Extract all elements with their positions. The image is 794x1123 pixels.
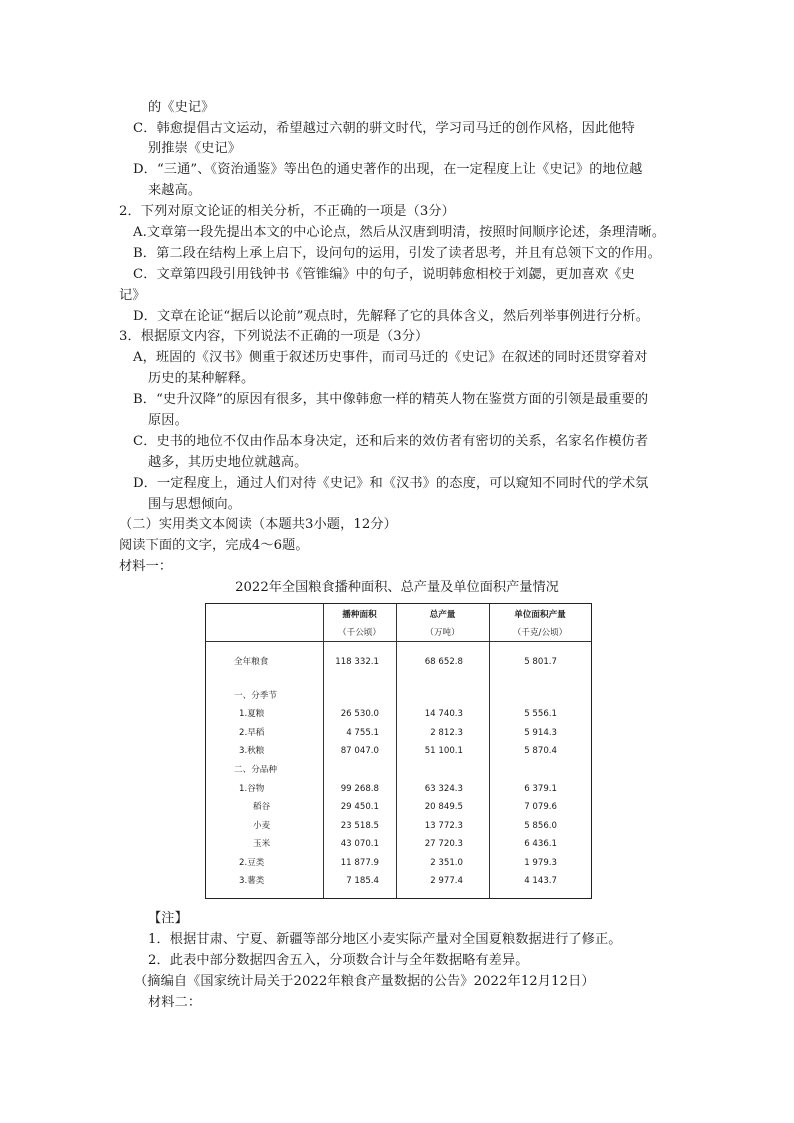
table-cell: 68 652.8: [424, 657, 463, 667]
text-line: C．文章第四段引用钱钟书《管锥编》中的句子，说明韩愈相校于刘勰，更加喜欢《史: [133, 267, 635, 282]
row-label: 1.谷物: [239, 784, 265, 794]
text-line: 别推崇《史记》: [148, 141, 242, 156]
table-cell: 29 450.1: [340, 802, 379, 812]
row-label: 3.薯类: [239, 876, 265, 886]
text-line: 的《史记》: [148, 100, 215, 115]
table-cell: 2 351.0: [430, 858, 463, 868]
table-cell: 11 877.9: [340, 858, 379, 868]
text-line: D．一定程度上，通过人们对待《史记》和《汉书》的态度，可以窥知不同时代的学术氛: [133, 476, 649, 491]
table-cell: 4 755.1: [346, 728, 379, 738]
text-line: B．“史升汉降”的原因有很多，其中像韩愈一样的精英人物在鉴赏方面的引领是最重要的: [133, 392, 649, 407]
row-label: 二、分品种: [234, 765, 277, 775]
table-cell: 87 047.0: [340, 746, 379, 756]
text-line: 原因。: [148, 413, 188, 428]
table-cell: 7 079.6: [524, 802, 557, 812]
table-cell: 27 720.3: [424, 839, 463, 849]
table-cell: 5 801.7: [524, 657, 557, 667]
text-line: 材料一：: [119, 559, 173, 574]
text-line: D．“三通”、《资治通鉴》等出色的通史著作的出现，在一定程度上让《史记》的地位越: [133, 162, 643, 177]
row-label: 稻谷: [253, 802, 271, 812]
text-line: 越多，其历史地位就越高。: [148, 455, 308, 470]
table-title: 2022年全国粮食播种面积、总产量及单位面积产量情况: [235, 580, 559, 595]
table-cell: 13 772.3: [424, 821, 463, 831]
text-line: 记》: [119, 288, 146, 303]
row-label: 3.秋粮: [239, 746, 265, 756]
text-line: 材料二：: [148, 995, 202, 1010]
table-cell: 5 914.3: [524, 728, 557, 738]
text-line: （二）实用类文本阅读（本题共3小题，12分）: [119, 517, 397, 532]
table-cell: 43 070.1: [340, 839, 379, 849]
row-label: 玉米: [253, 839, 271, 849]
table-cell: 5 870.4: [524, 746, 557, 756]
text-line: 历史的某种解释。: [148, 371, 255, 386]
table-cell: 20 849.5: [424, 802, 463, 812]
row-label: 一、分季节: [234, 691, 277, 701]
text-line: B．第二段在结构上承上启下，设问句的运用，引发了读者思考，并且有总领下文的作用。: [133, 246, 661, 261]
text-line: 1．根据甘肃、宁夏、新疆等部分地区小麦实际产量对全国夏粮数据进行了修正。: [148, 932, 622, 947]
table-cell: 51 100.1: [424, 746, 463, 756]
text-line: 阅读下面的文字，完成4～6题。: [119, 538, 309, 553]
table-cell: 1 979.3: [524, 858, 557, 868]
text-line: C．韩愈提倡古文运动，希望越过六朝的骈文时代，学习司马迁的创作风格，因此他特: [133, 121, 635, 136]
table-cell: 63 324.3: [424, 784, 463, 794]
row-label: 1.夏粮: [239, 709, 265, 719]
row-label: 小麦: [253, 821, 271, 831]
table-cell: 118 332.1: [335, 657, 379, 667]
text-line: 2．此表中部分数据四舍五入，分项数合计与全年数据略有差异。: [148, 953, 529, 968]
text-line: A，班固的《汉书》侧重于叙述历史事件，而司马迁的《史记》在叙述的同时还贯穿着对: [133, 350, 648, 365]
row-label: 全年粮食: [234, 657, 269, 667]
table-cell: 14 740.3: [424, 709, 463, 719]
text-line: 2．下列对原文论证的相关分析，不正确的一项是（3分）: [119, 204, 455, 219]
table-cell: 6 379.1: [524, 784, 557, 794]
table-cell: 7 185.4: [346, 876, 379, 886]
text-line: C．史书的地位不仅由作品本身决定，还和后来的效仿者有密切的关系，名家名作模仿者: [133, 434, 649, 449]
header-unit-yield: 单位面积产量 （千克/公顷）: [512, 610, 568, 638]
row-label: 2.早稻: [239, 728, 265, 738]
table-cell: 5 556.1: [524, 709, 557, 719]
text-line: 围与思想倾向。: [148, 497, 242, 512]
grain-table: [205, 603, 592, 899]
header-sown-area: 播种面积 （千公顷）: [338, 610, 381, 638]
text-line: A.文章第一段先提出本文的中心论点，然后从汉唐到明清，按照时间顺序论述，条理清晰。: [133, 225, 666, 240]
table-cell: 99 268.8: [340, 784, 379, 794]
text-line: D．文章在论证“据后以论前”观点时，先解释了它的具体含义，然后列举事例进行分析。: [133, 309, 649, 324]
header-total-output: 总产量 （万吨）: [425, 610, 460, 638]
header-divider: [206, 641, 591, 642]
table-cell: 23 518.5: [340, 821, 379, 831]
text-line: 3．根据原文内容，下列说法不正确的一项是（3分）: [119, 329, 429, 344]
table-cell: 6 436.1: [524, 839, 557, 849]
text-line: 来越高。: [148, 183, 202, 198]
table-cell: 2 812.3: [430, 728, 463, 738]
table-cell: 4 143.7: [524, 876, 557, 886]
text-line: （摘编自《国家统计局关于2022年粮食产量数据的公告》2022年12月12日）: [134, 974, 595, 989]
table-cell: 5 856.0: [524, 821, 557, 831]
table-cell: 2 977.4: [430, 876, 463, 886]
table-cell: 26 530.0: [340, 709, 379, 719]
row-label: 2.豆类: [239, 858, 265, 868]
text-line: 【注】: [148, 911, 188, 926]
